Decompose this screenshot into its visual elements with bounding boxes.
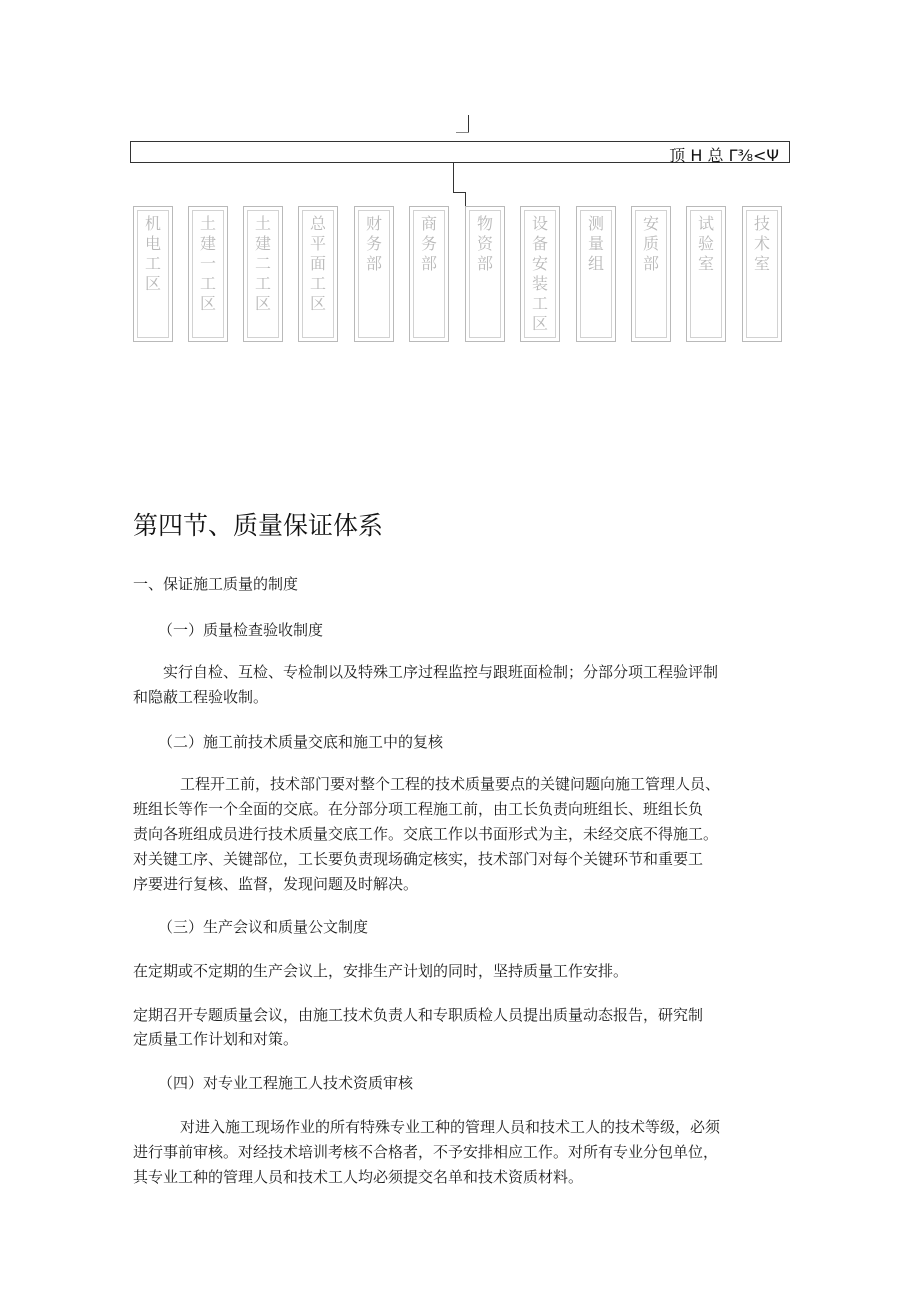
connector-top-vertical <box>468 115 469 133</box>
section-title: 第四节、质量保证体系 <box>133 511 384 540</box>
dept-label: 物资部 <box>477 214 494 273</box>
dept-box-8 <box>520 206 560 342</box>
dept-box-10 <box>631 206 671 342</box>
dept-box-6 <box>409 206 449 342</box>
dept-box-5 <box>354 206 394 342</box>
paragraph-line: 工程开工前，技术部门要对整个工程的技术质量要点的关键问题向施工管理人员、 <box>180 775 721 793</box>
item-title-2: （二）施工前技术质量交底和施工中的复核 <box>158 733 444 751</box>
paragraph-line: 序要进行复核、监督，发现问题及时解决。 <box>133 875 419 893</box>
dept-label: 财务部 <box>366 214 383 273</box>
paragraph-line: 定质量工作计划和对策。 <box>133 1030 299 1048</box>
org-top-box <box>130 141 790 163</box>
dept-box-2 <box>188 206 228 342</box>
item-title-4: （四）对专业工程施工人技术资质审核 <box>158 1074 414 1092</box>
dept-label: 试验室 <box>698 214 715 273</box>
paragraph-line: 班组长等作一个全面的交底。在分部分项工程施工前，由工长负责向班组长、班组长负 <box>133 800 704 818</box>
dept-label: 商务部 <box>421 214 438 273</box>
paragraph-line: 和隐蔽工程验收制。 <box>133 688 269 706</box>
dept-label: 技术室 <box>754 214 771 273</box>
dept-box-4 <box>298 206 338 342</box>
dept-box-3 <box>243 206 283 342</box>
connector-mid-vertical-1 <box>453 163 454 193</box>
dept-label: 测量组 <box>588 214 605 273</box>
paragraph-line: 责向各班组成员进行技术质量交底工作。交底工作以书面形式为主，未经交底不得施工。 <box>133 825 719 843</box>
dept-box-7 <box>465 206 505 342</box>
paragraph-line: 实行自检、互检、专检制以及特殊工序过程监控与跟班面检制；分部分项工程验评制 <box>163 663 719 681</box>
dept-label: 设备安装工区 <box>532 214 549 333</box>
dept-box-9 <box>576 206 616 342</box>
dept-label: 安质部 <box>643 214 660 273</box>
paragraph-line: 其专业工种的管理人员和技术工人均必须提交名单和技术资质材料。 <box>133 1168 584 1186</box>
item-title-3: （三）生产会议和质量公文制度 <box>158 918 369 936</box>
dept-box-11 <box>686 206 726 342</box>
paragraph-line: 对关键工序、关键部位，工长要负责现场确定核实，技术部门对每个关键环节和重要工 <box>133 850 704 868</box>
subsection-heading: 一、保证施工质量的制度 <box>133 575 299 593</box>
dept-label: 机电工区 <box>145 214 162 293</box>
dept-label: 总平面工区 <box>310 214 327 313</box>
item-title-1: （一）质量检查验收制度 <box>158 621 324 639</box>
org-top-box-label: 顶 H 总 Γ⅜<Ψ <box>669 146 779 165</box>
dept-box-1 <box>133 206 173 342</box>
dept-box-12 <box>742 206 782 342</box>
paragraph-line: 定期召开专题质量会议，由施工技术负责人和专职质检人员提出质量动态报告，研究制 <box>133 1006 704 1024</box>
paragraph-line: 对进入施工现场作业的所有特殊专业工种的管理人员和技术工人的技术等级，必须 <box>180 1118 721 1136</box>
dept-label: 土建一工区 <box>200 214 217 313</box>
connector-top-stub <box>456 132 469 133</box>
paragraph-line: 在定期或不定期的生产会议上，安排生产计划的同时，坚持质量工作安排。 <box>133 962 629 980</box>
connector-mid-vertical-2 <box>465 192 466 206</box>
dept-label: 土建二工区 <box>255 214 272 313</box>
paragraph-line: 进行事前审核。对经技术培训考核不合格者，不予安排相应工作。对所有专业分包单位， <box>133 1143 719 1161</box>
